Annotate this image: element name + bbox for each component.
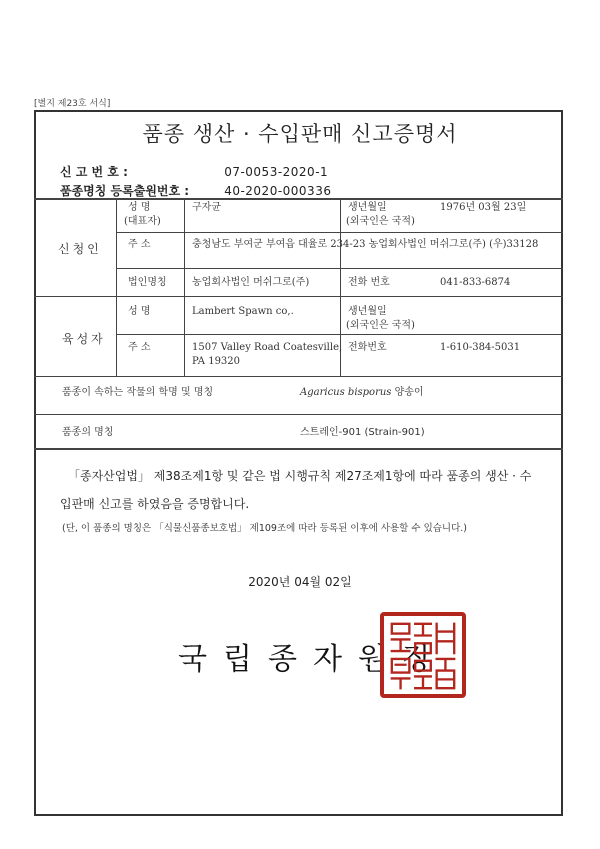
breeder-address-line2: PA 19320 xyxy=(192,356,241,367)
breeder-address-label: 주 소 xyxy=(128,342,151,353)
usage-note: (단, 이 품종의 명칭은 「식물신품종보호법」 제109조에 따라 등록된 이후에 사용할 수 있습니다.) xyxy=(62,523,467,534)
issue-date: 2020년 04월 02일 xyxy=(248,575,352,589)
breeder-phone: 1-610-384-5031 xyxy=(440,342,521,353)
crop-label: 품종이 속하는 작물의 학명 및 명칭 xyxy=(62,387,214,398)
breeder-label: 육성자 xyxy=(62,332,106,346)
report-number-value: 07-0053-2020-1 xyxy=(224,165,329,179)
official-seal-icon xyxy=(380,612,466,698)
variety-name: 스트레인-901 (Strain-901) xyxy=(300,427,425,438)
line-breeder-bottom xyxy=(34,376,563,377)
certificate-title: 품종 생산 · 수입판매 신고증명서 xyxy=(142,122,458,146)
applicant-name-label: 성 명 xyxy=(128,202,151,213)
line-mid-col-1 xyxy=(340,198,341,268)
applicant-phone: 041-833-6874 xyxy=(440,277,511,288)
breeder-address-line1: 1507 Valley Road Coatesville, xyxy=(192,342,343,353)
report-number-label: 신 고 번 호 : xyxy=(60,165,128,179)
application-number-value: 40-2020-000336 xyxy=(224,184,332,198)
applicant-label: 신청인 xyxy=(58,242,102,256)
application-number-label: 품종명칭 등록출원번호 : xyxy=(60,184,190,198)
seal-glyphs-icon xyxy=(384,616,462,694)
line-mid-col-2 xyxy=(340,268,341,376)
line-applicant-bottom xyxy=(34,296,563,297)
line-sub-col xyxy=(184,198,185,376)
crop-name xyxy=(300,386,424,399)
applicant-phone-label: 전화 번호 xyxy=(348,277,390,288)
applicant-address-label: 주 소 xyxy=(128,239,151,250)
crop-common-name: 양송이 xyxy=(394,387,424,398)
applicant-corp-label: 법인명칭 xyxy=(128,277,167,288)
issuer-name: 국립종자원장 xyxy=(178,642,448,677)
table-top-line xyxy=(34,198,563,200)
applicant-dob: 1976년 03월 23일 xyxy=(440,202,527,213)
certification-statement: 「종자산업법」 제38조제1항 및 같은 법 시행규칙 제27조제1항에 따라 품종의 생산 · 수입판매 신고를 하였음을 증명합니다. xyxy=(60,469,532,511)
report-number-row xyxy=(60,163,328,180)
breeder-phone-label: 전화번호 xyxy=(348,342,387,353)
applicant-name: 구자균 xyxy=(192,202,221,213)
applicant-dob-label: 생년월일 xyxy=(348,202,387,213)
breeder-dob-foreign: (외국인은 국적) xyxy=(346,320,415,331)
line-crop-bottom xyxy=(34,414,563,415)
crop-scientific-name: Agaricus bisporus xyxy=(300,387,392,398)
variety-label: 품종의 명칭 xyxy=(62,427,114,438)
breeder-dob-label: 생년월일 xyxy=(348,306,387,317)
line-label-col xyxy=(116,198,117,376)
application-number-row xyxy=(60,182,331,199)
form-number: [별지 제23호 서식] xyxy=(34,99,111,109)
breeder-name: Lambert Spawn co,. xyxy=(192,306,294,317)
line-variety-bottom xyxy=(34,448,563,450)
applicant-address: 충청남도 부여군 부여읍 대율로 234-23 농업회사법인 머쉬그로(주) (우)33128 xyxy=(192,239,539,250)
applicant-rep-label: (대표자) xyxy=(124,216,161,227)
applicant-corp: 농업회사법인 머쉬그로(주) xyxy=(192,277,310,288)
breeder-name-label: 성 명 xyxy=(128,306,151,317)
applicant-dob-foreign: (외국인은 국적) xyxy=(346,216,415,227)
